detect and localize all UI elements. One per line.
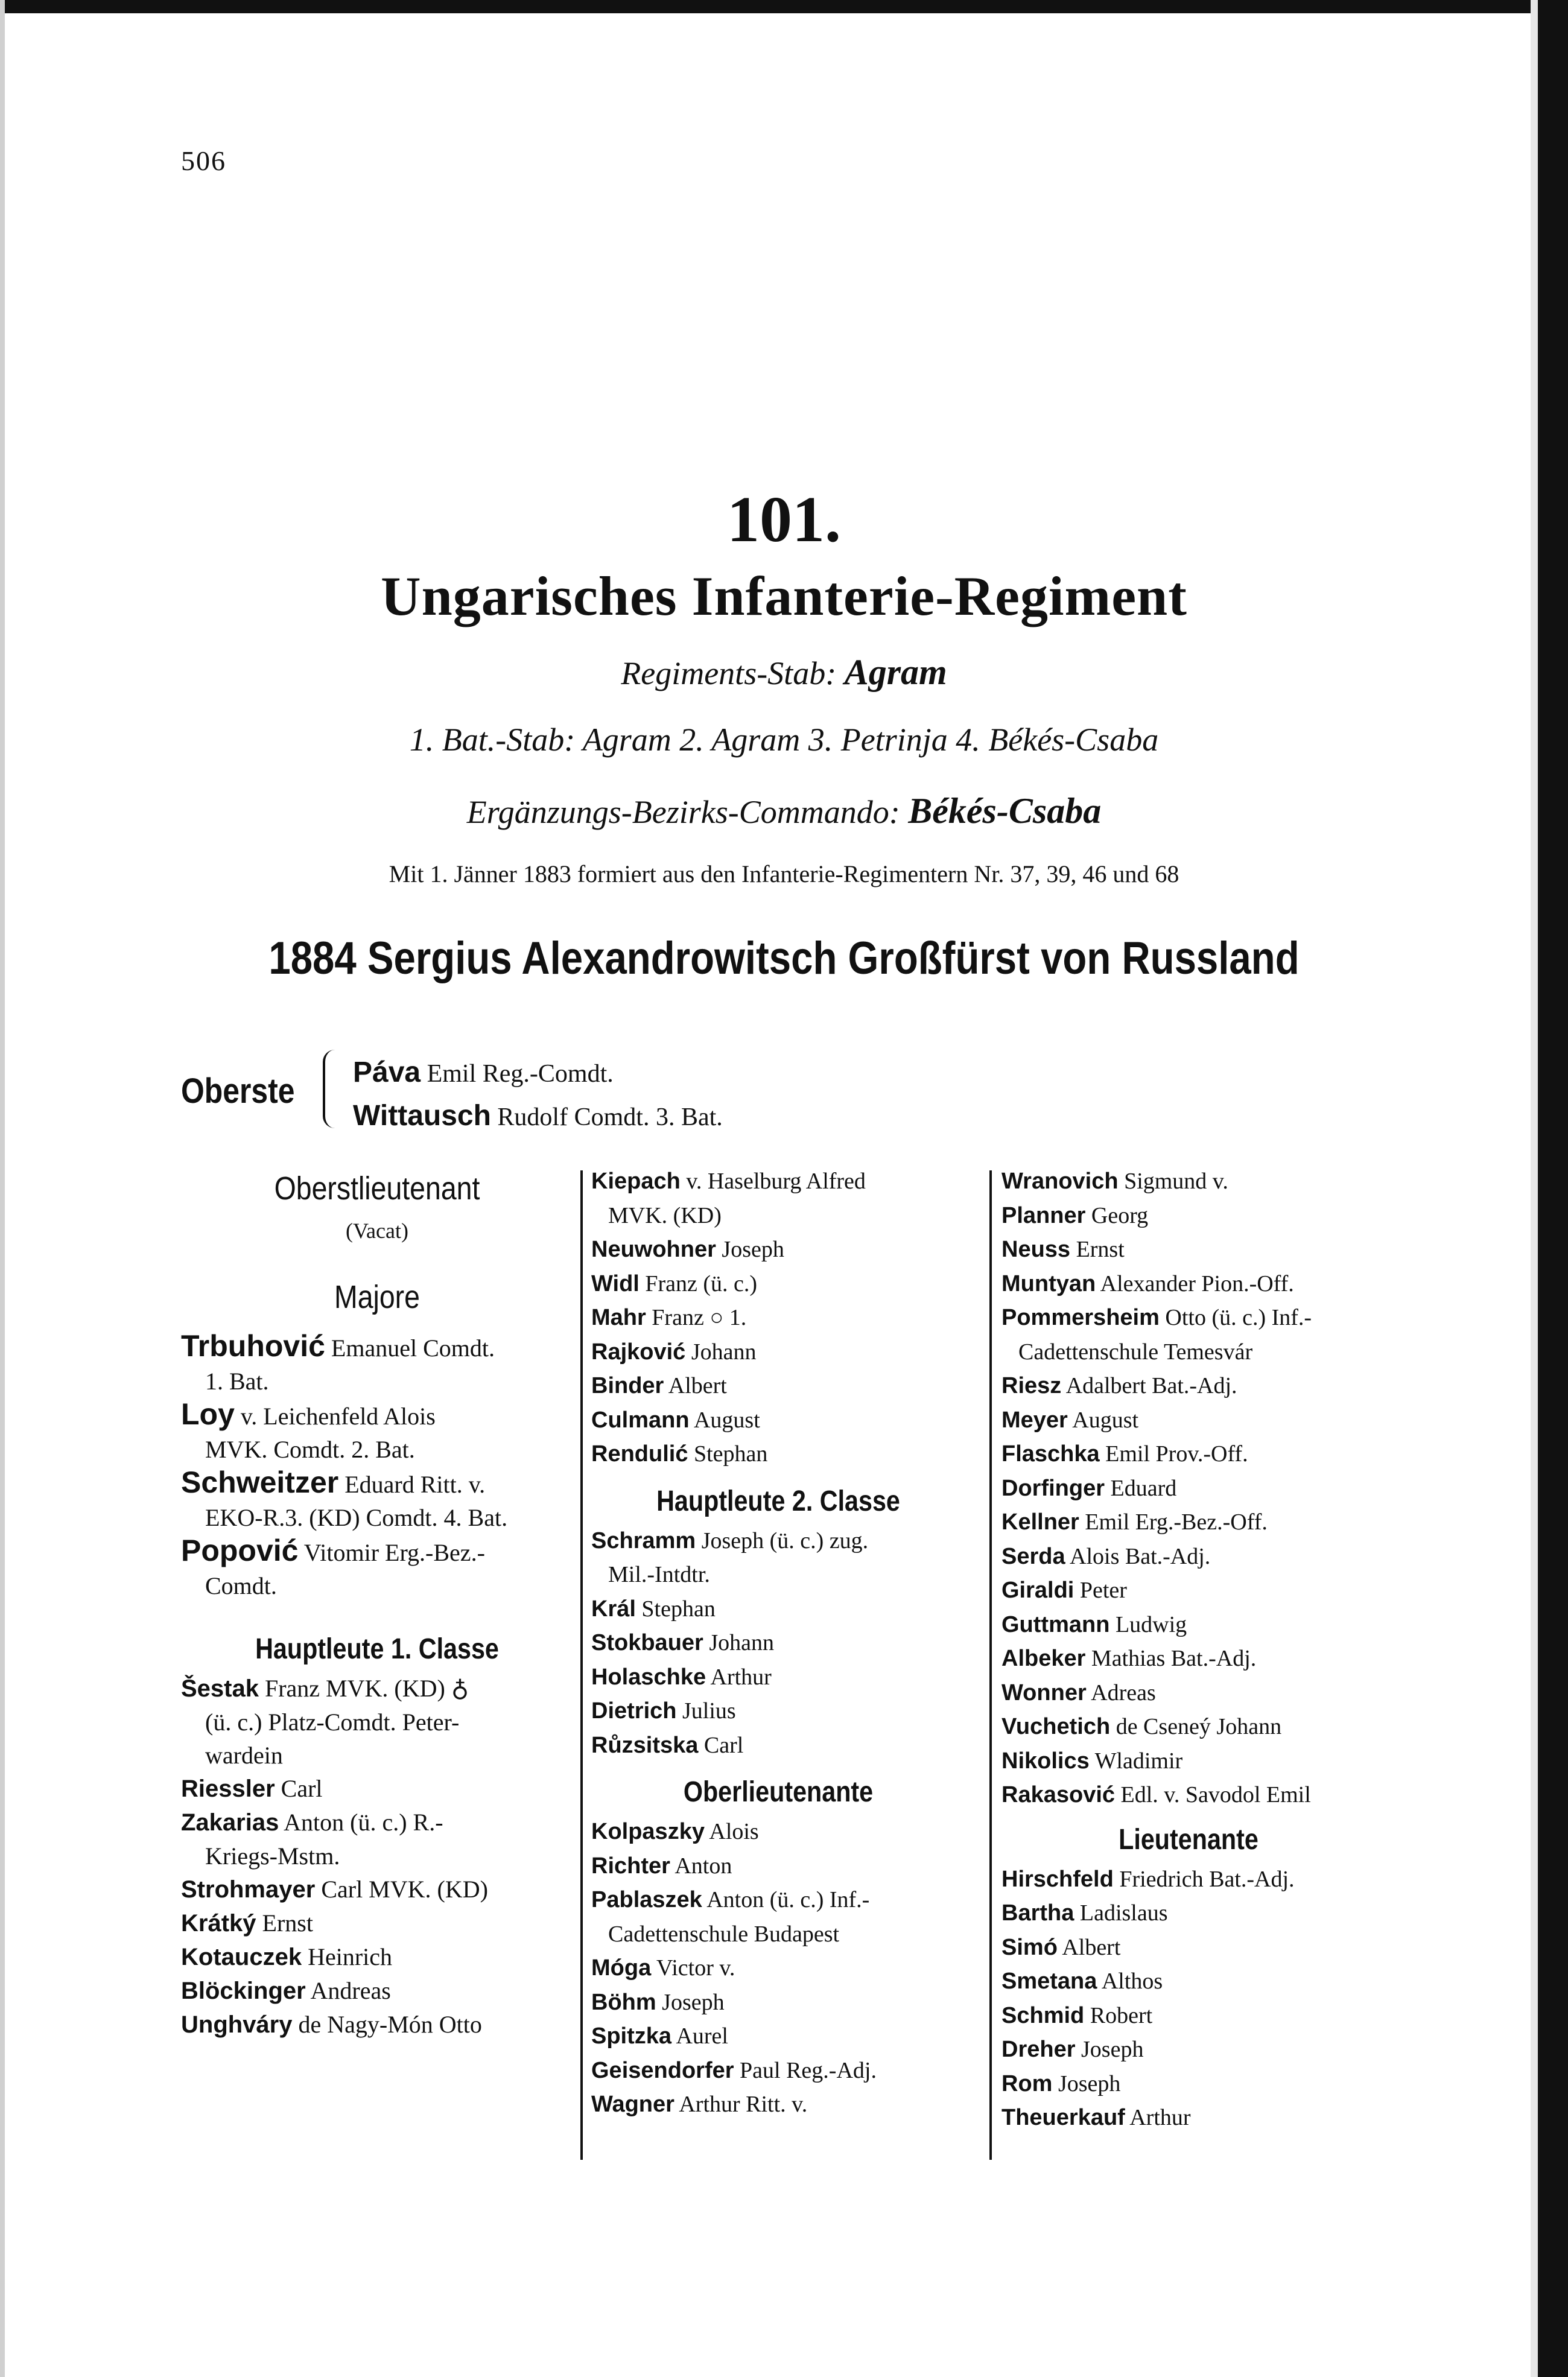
- entry-details: Albert: [668, 1373, 727, 1398]
- entry-details: Heinrich: [308, 1943, 393, 1970]
- entry-details: Joseph: [722, 1237, 784, 1262]
- roster-entry: [591, 1592, 965, 1626]
- roster-entry: [591, 1694, 965, 1728]
- column-1: [181, 1164, 573, 2042]
- entry-name: Dietrich: [591, 1698, 677, 1724]
- page-number: 506: [181, 145, 226, 176]
- entry-details: Arthur: [710, 1664, 772, 1690]
- entry-name: Král: [591, 1596, 636, 1622]
- roster-entry: [591, 1437, 965, 1471]
- roster-entry: [181, 1940, 573, 1974]
- entry-details: Victor v.: [656, 1955, 735, 1981]
- entry-name: Stokbauer: [591, 1630, 703, 1655]
- scan-border-left: [0, 0, 5, 2377]
- entry-continuation: Cadettenschule Temesvár: [1018, 1339, 1253, 1365]
- oberst-details: Rudolf Comdt. 3. Bat.: [497, 1103, 723, 1131]
- roster-entry: [1001, 1964, 1376, 1999]
- roster-entry: [1001, 1267, 1376, 1301]
- entry-name: Nikolics: [1001, 1748, 1090, 1774]
- entry-continuation: MVK. Comdt. 2. Bat.: [205, 1436, 415, 1463]
- entry-details: Carl: [281, 1775, 323, 1802]
- entry-name: Wranovich: [1001, 1169, 1119, 1194]
- entry-details: Franz MVK. (KD) ♁: [264, 1675, 469, 1702]
- entry-name: Wagner: [591, 2092, 674, 2117]
- roster-entry: [591, 1267, 965, 1301]
- entry-name: Simó: [1001, 1934, 1058, 1960]
- roster-entry: [1001, 1676, 1376, 1710]
- column-divider: [580, 1170, 583, 2160]
- roster-entry: [591, 1403, 965, 1438]
- roster-entry: [591, 2054, 965, 2088]
- entry-details: Edl. v. Savodol Emil: [1120, 1782, 1311, 1807]
- entry-details: Arthur: [1129, 2105, 1191, 2130]
- oberstlieutenant-vacat: (Vacat): [346, 1219, 408, 1243]
- entry-details: Joseph: [662, 1989, 725, 2015]
- regiments-stab-label: Regiments-Stab:: [621, 655, 837, 691]
- entry-details: Franz ○ 1.: [652, 1305, 747, 1330]
- entry-name: Richter: [591, 1853, 670, 1879]
- roster-entry: [591, 2087, 965, 2122]
- entry-name: Schweitzer: [181, 1465, 339, 1499]
- regiments-stab-value: Agram: [844, 652, 947, 692]
- entry-name: Kellner: [1001, 1509, 1079, 1535]
- entry-name: Loy: [181, 1397, 235, 1431]
- entry-name: Neuwohner: [591, 1237, 716, 1262]
- entry-name: Binder: [591, 1373, 664, 1398]
- entry-details: Alois Bat.-Adj.: [1070, 1543, 1211, 1569]
- entry-details: Franz (ü. c.): [645, 1271, 758, 1296]
- entry-details: Joseph: [1058, 2071, 1121, 2096]
- entry-details: Sigmund v.: [1124, 1169, 1228, 1194]
- hauptleute-2-heading: Hauptleute 2. Classe: [656, 1485, 900, 1517]
- entry-name: Rendulić: [591, 1441, 688, 1467]
- column-2: [591, 1164, 965, 2122]
- roster-entry: [1001, 1403, 1376, 1438]
- entry-name: Strohmayer: [181, 1876, 316, 1903]
- roster-entry: [1001, 1896, 1376, 1931]
- entry-details: Emil Erg.-Bez.-Off.: [1085, 1509, 1268, 1535]
- roster-entry: [1001, 1999, 1376, 2033]
- roster-entry: [591, 1626, 965, 1660]
- entry-continuation: Kriegs-Mstm.: [205, 1842, 340, 1870]
- entry-name: Pommersheim: [1001, 1305, 1160, 1330]
- bat-stab-line: [0, 721, 1568, 758]
- scan-border-top: [0, 0, 1568, 13]
- entry-details: Ladislaus: [1079, 1900, 1168, 1926]
- entry-name: Bartha: [1001, 1900, 1074, 1926]
- entry-details: Alexander Pion.-Off.: [1100, 1271, 1294, 1296]
- entry-continuation: EKO-R.3. (KD) Comdt. 4. Bat.: [205, 1504, 508, 1531]
- entry-details: Adreas: [1091, 1680, 1156, 1706]
- column-3: [1001, 1164, 1376, 2135]
- entry-details: Andreas: [310, 1977, 391, 2004]
- entry-continuation: 1. Bat.: [205, 1368, 269, 1395]
- entry-name: Flaschka: [1001, 1441, 1100, 1467]
- roster-entry: [181, 1974, 573, 2008]
- entry-name: Albeker: [1001, 1646, 1086, 1671]
- roster-entry: [1001, 1199, 1376, 1233]
- roster-entry: [1001, 1505, 1376, 1540]
- roster-entry: [181, 1873, 573, 1906]
- roster-entry: [1001, 1471, 1376, 1506]
- entry-name: Riesz: [1001, 1373, 1062, 1398]
- roster-entry: [1001, 1710, 1376, 1744]
- entry-details: Wladimir: [1094, 1748, 1183, 1774]
- roster-entry: [591, 1815, 965, 1849]
- entry-details: Carl MVK. (KD): [321, 1876, 488, 1903]
- entry-name: Šestak: [181, 1675, 259, 1702]
- roster-entry: [1001, 1233, 1376, 1267]
- entry-continuation: Mil.-Intdtr.: [608, 1562, 710, 1587]
- entry-name: Wonner: [1001, 1680, 1087, 1706]
- entry-name: Meyer: [1001, 1407, 1068, 1433]
- entry-details: Anton (ü. c.) R.-: [284, 1809, 443, 1836]
- entry-name: Rakasović: [1001, 1782, 1116, 1807]
- entry-details: Alois: [709, 1819, 759, 1844]
- entry-details: Carl: [703, 1732, 744, 1758]
- entry-details: August: [1072, 1407, 1139, 1433]
- entry-name: Růzsitska: [591, 1732, 699, 1758]
- bat-stab-label: 1. Bat.-Stab:: [409, 722, 576, 758]
- roster-entry: [181, 1398, 573, 1433]
- entry-name: Holaschke: [591, 1664, 706, 1690]
- entry-name: Popović: [181, 1534, 299, 1567]
- roster-entry: [1001, 2101, 1376, 2135]
- entry-name: Smetana: [1001, 1969, 1097, 1994]
- entry-name: Rajković: [591, 1339, 686, 1365]
- entry-details: Anton: [674, 1853, 732, 1879]
- oberst-details: Emil Reg.-Comdt.: [427, 1060, 614, 1088]
- entry-details: Otto (ü. c.) Inf.-: [1165, 1305, 1312, 1330]
- entry-name: Theuerkauf: [1001, 2105, 1125, 2130]
- entry-details: Robert: [1090, 2002, 1153, 2028]
- entry-name: Dorfinger: [1001, 1475, 1105, 1501]
- entry-details: Althos: [1101, 1969, 1163, 1994]
- entry-name: Spitzka: [591, 2023, 672, 2049]
- roster-entry: [1001, 1744, 1376, 1779]
- regiment-number: 101.: [727, 484, 841, 556]
- roster-entry: [181, 1906, 573, 1940]
- oberst-entry: [353, 1056, 614, 1089]
- regiment-title: Ungarisches Infanterie-Regiment: [381, 565, 1187, 627]
- lieutenante-heading: Lieutenante: [1119, 1823, 1259, 1856]
- entry-details: Ernst: [1076, 1237, 1125, 1262]
- entry-details: Joseph: [1081, 2037, 1144, 2062]
- scan-border-right-shadow: [1531, 0, 1538, 2377]
- entry-details: Aurel: [676, 2023, 728, 2049]
- entry-details: Mathias Bat.-Adj.: [1091, 1646, 1257, 1671]
- entry-details: Johann: [691, 1339, 757, 1365]
- oberst-name: Wittausch: [353, 1100, 491, 1132]
- oberst-name: Páva: [353, 1056, 421, 1088]
- roster-entry: [181, 1672, 573, 1706]
- regiment-inhaber: 1884 Sergius Alexandrowitsch Großfürst von Russland: [268, 933, 1300, 984]
- roster-entry: [181, 1466, 573, 1501]
- entry-continuation: Comdt.: [205, 1572, 277, 1599]
- entry-details: Ernst: [262, 1909, 313, 1937]
- oberst-entry: [353, 1099, 723, 1132]
- entry-details: Stephan: [641, 1596, 716, 1622]
- roster-entry: [1001, 1642, 1376, 1676]
- entry-details: Emil Prov.-Off.: [1105, 1441, 1248, 1467]
- entry-continuation: (ü. c.) Platz-Comdt. Peter-: [205, 1709, 460, 1736]
- entry-details: August: [693, 1407, 760, 1433]
- roster-entry: [591, 1369, 965, 1403]
- scan-border-right: [1538, 0, 1568, 2377]
- entry-details: Ludwig: [1115, 1611, 1187, 1637]
- entry-details: Georg: [1091, 1202, 1149, 1228]
- entry-details: Arthur Ritt. v.: [679, 2092, 808, 2117]
- roster-entry: [1001, 1301, 1376, 1335]
- roster-entry: [1001, 2033, 1376, 2067]
- roster-entry: [591, 1524, 965, 1558]
- entry-details: Friedrich Bat.-Adj.: [1119, 1866, 1295, 1892]
- column-divider: [989, 1170, 992, 2160]
- oberste-brace: [323, 1050, 338, 1128]
- bat-stab-text: Agram 2. Agram 3. Petrinja 4. Békés-Csaba: [582, 722, 1159, 758]
- oberlieutenante-heading: Oberlieutenante: [683, 1776, 874, 1808]
- entry-details: Anton (ü. c.) Inf.-: [706, 1887, 870, 1912]
- regiments-stab-line: [0, 652, 1568, 693]
- entry-name: Krátký: [181, 1910, 256, 1937]
- roster-entry: [1001, 1778, 1376, 1812]
- roster-entry: [591, 1951, 965, 1985]
- entry-name: Trbuhović: [181, 1329, 325, 1363]
- roster-entry: [1001, 1164, 1376, 1199]
- roster-entry: [181, 2008, 573, 2042]
- entry-name: Muntyan: [1001, 1271, 1096, 1296]
- roster-entry: [1001, 1573, 1376, 1608]
- entry-details: v. Haselburg Alfred: [686, 1169, 866, 1194]
- entry-details: de Nagy-Món Otto: [298, 2011, 482, 2038]
- entry-name: Guttmann: [1001, 1611, 1110, 1637]
- entry-name: Böhm: [591, 1989, 656, 2015]
- roster-entry: [1001, 1369, 1376, 1403]
- entry-name: Planner: [1001, 1202, 1086, 1228]
- roster-entry: [591, 1164, 965, 1199]
- roster-entry: [591, 1301, 965, 1335]
- entry-details: Eduard: [1110, 1475, 1177, 1501]
- entry-name: Hirschfeld: [1001, 1866, 1114, 1892]
- roster-entry: [181, 1330, 573, 1365]
- entry-name: Widl: [591, 1271, 640, 1296]
- hauptleute-1-heading: Hauptleute 1. Classe: [255, 1633, 499, 1665]
- entry-name: Giraldi: [1001, 1578, 1074, 1603]
- roster-entry: [1001, 2067, 1376, 2101]
- ergaenzung-line: [0, 790, 1568, 832]
- entry-name: Kiepach: [591, 1169, 681, 1194]
- roster-entry: [591, 1660, 965, 1695]
- roster-entry: [1001, 1931, 1376, 1965]
- entry-name: Rom: [1001, 2071, 1053, 2096]
- ergaenzung-value: Békés-Csaba: [908, 791, 1102, 831]
- entry-name: Culmann: [591, 1407, 690, 1433]
- roster-entry: [591, 1849, 965, 1884]
- entry-details: Albert: [1062, 1934, 1121, 1960]
- entry-name: Serda: [1001, 1543, 1065, 1569]
- roster-entry: [181, 1772, 573, 1806]
- entry-details: Stephan: [693, 1441, 768, 1467]
- entry-name: Schmid: [1001, 2002, 1085, 2028]
- entry-name: Mahr: [591, 1305, 646, 1330]
- roster-entry: [591, 2019, 965, 2054]
- entry-name: Geisendorfer: [591, 2057, 734, 2083]
- entry-continuation: Cadettenschule Budapest: [608, 1921, 840, 1947]
- entry-details: Julius: [682, 1698, 736, 1724]
- entry-name: Pablaszek: [591, 1887, 702, 1912]
- roster-entry: [181, 1806, 573, 1839]
- entry-details: Vitomir Erg.-Bez.-: [303, 1539, 485, 1566]
- roster-entry: [1001, 1540, 1376, 1574]
- entry-details: Eduard Ritt. v.: [344, 1471, 486, 1498]
- entry-name: Neuss: [1001, 1237, 1071, 1262]
- entry-name: Riessler: [181, 1776, 275, 1802]
- oberste-label: Oberste: [181, 1071, 295, 1111]
- ergaenzung-label: Ergänzungs-Bezirks-Commando:: [466, 794, 900, 830]
- entry-details: Paul Reg.-Adj.: [740, 2057, 877, 2083]
- roster-entry: [591, 1728, 965, 1763]
- entry-details: de Cseneý Johann: [1116, 1714, 1282, 1739]
- formation-note: Mit 1. Jänner 1883 formiert aus den Infanterie-Regimentern Nr. 37, 39, 46 und 68: [389, 860, 1179, 887]
- roster-entry: [1001, 1862, 1376, 1897]
- entry-details: v. Leichenfeld Alois: [240, 1403, 436, 1430]
- entry-name: Vuchetich: [1001, 1714, 1111, 1739]
- entry-name: Schramm: [591, 1528, 696, 1553]
- majore-heading: Majore: [334, 1279, 420, 1315]
- entry-name: Zakarias: [181, 1809, 279, 1836]
- entry-name: Blöckinger: [181, 1978, 306, 2004]
- roster-entry: [591, 1883, 965, 1917]
- entry-name: Kolpaszky: [591, 1819, 705, 1844]
- entry-name: Kotauczek: [181, 1944, 302, 1970]
- entry-continuation: wardein: [205, 1742, 283, 1769]
- oberstlieutenant-heading: Oberstlieutenant: [274, 1170, 480, 1207]
- entry-details: Peter: [1079, 1578, 1127, 1603]
- entry-details: Joseph (ü. c.) zug.: [701, 1528, 869, 1553]
- roster-entry: [1001, 1437, 1376, 1471]
- entry-name: Unghváry: [181, 2011, 293, 2038]
- roster-entry: [181, 1534, 573, 1569]
- entry-name: Móga: [591, 1955, 652, 1981]
- roster-entry: [591, 1233, 965, 1267]
- entry-continuation: MVK. (KD): [608, 1202, 722, 1228]
- entry-details: Adalbert Bat.-Adj.: [1065, 1373, 1237, 1398]
- entry-details: Emanuel Comdt.: [331, 1334, 495, 1362]
- roster-entry: [591, 1985, 965, 2020]
- roster-entry: [591, 1335, 965, 1369]
- entry-name: Dreher: [1001, 2037, 1076, 2062]
- roster-entry: [1001, 1608, 1376, 1642]
- entry-details: Johann: [709, 1630, 774, 1655]
